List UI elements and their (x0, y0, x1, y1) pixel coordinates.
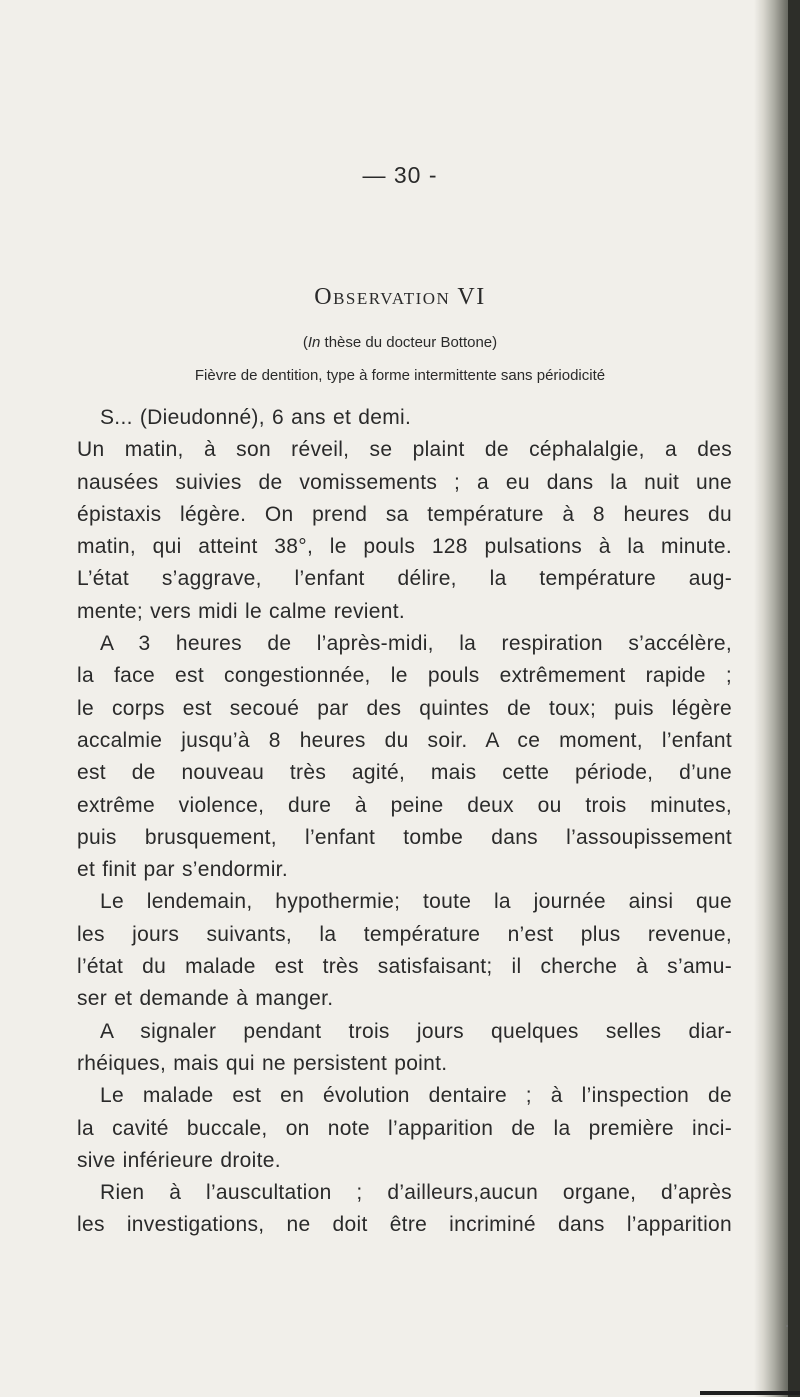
body-line: sive inférieure droite. (77, 1148, 281, 1172)
body-line: les investigations, ne doit être incriminé dans l’apparition (77, 1213, 732, 1237)
body-line: nausées suivies de vomissements ; a eu dans la nuit une (77, 470, 732, 494)
body-line: accalmie jusqu’à 8 heures du soir. A ce moment, l’enfant (77, 728, 732, 752)
body-line: A 3 heures de l’après-midi, la respiration s’accélère, (100, 632, 732, 656)
body-line: l’état du malade est très satisfaisant; il cherche à s’amu- (77, 955, 732, 979)
body-line: le corps est secoué par des quintes de toux; puis légère (77, 696, 732, 720)
body-line: et finit par s’endormir. (77, 858, 288, 882)
body-line: S... (Dieudonné), 6 ans et demi. (100, 406, 412, 429)
body-line: est de nouveau très agité, mais cette période, d’une (77, 761, 732, 785)
body-line: épistaxis légère. On prend sa température à 8 heures du (77, 502, 732, 526)
body-line: Un matin, à son réveil, se plaint de céphalalgie, a des (77, 438, 732, 462)
source-citation (0, 334, 800, 351)
body-line: la face est congestionnée, le pouls extrêmement rapide ; (77, 664, 732, 688)
body-line: ser et demande à manger. (77, 987, 334, 1011)
body-line: la cavité buccale, on note l’apparition de la première inci- (77, 1116, 732, 1140)
body-line: extrême violence, dure à peine deux ou trois minutes, (77, 793, 732, 817)
body-text (77, 402, 732, 1242)
book-binding-edge (788, 0, 800, 1397)
observation-subtitle: Fièvre de dentition, type à forme intermittente sans périodicité (194, 367, 606, 384)
paper-speck (786, 1325, 788, 1327)
page-number: — 30 - (362, 162, 438, 188)
bottom-edge-mark (700, 1391, 800, 1395)
source-italic: In (307, 334, 321, 351)
body-line: les jours suivants, la température n’est plus revenue, (77, 922, 732, 946)
source-rest: thèse du docteur Bottone) (320, 334, 498, 351)
body-line: matin, qui atteint 38°, le pouls 128 pulsations à la minute. (77, 535, 732, 559)
body-line: Rien à l’auscultation ; d’ailleurs,aucun organe, d’après (100, 1181, 732, 1205)
source-open-paren: ( (302, 334, 308, 351)
observation-title: Observation VI (314, 284, 486, 310)
body-line: A signaler pendant trois jours quelques selles diar- (100, 1019, 732, 1043)
body-line: Le malade est en évolution dentaire ; à l’inspection de (100, 1084, 732, 1108)
body-line: puis brusquement, l’enfant tombe dans l’assoupissement (77, 825, 732, 849)
body-line: L’état s’aggrave, l’enfant délire, la température aug- (77, 567, 732, 591)
body-line: Le lendemain, hypothermie; toute la journée ainsi que (100, 890, 732, 914)
body-line: mente; vers midi le calme revient. (77, 599, 405, 623)
body-line: rhéiques, mais qui ne persistent point. (77, 1051, 448, 1075)
